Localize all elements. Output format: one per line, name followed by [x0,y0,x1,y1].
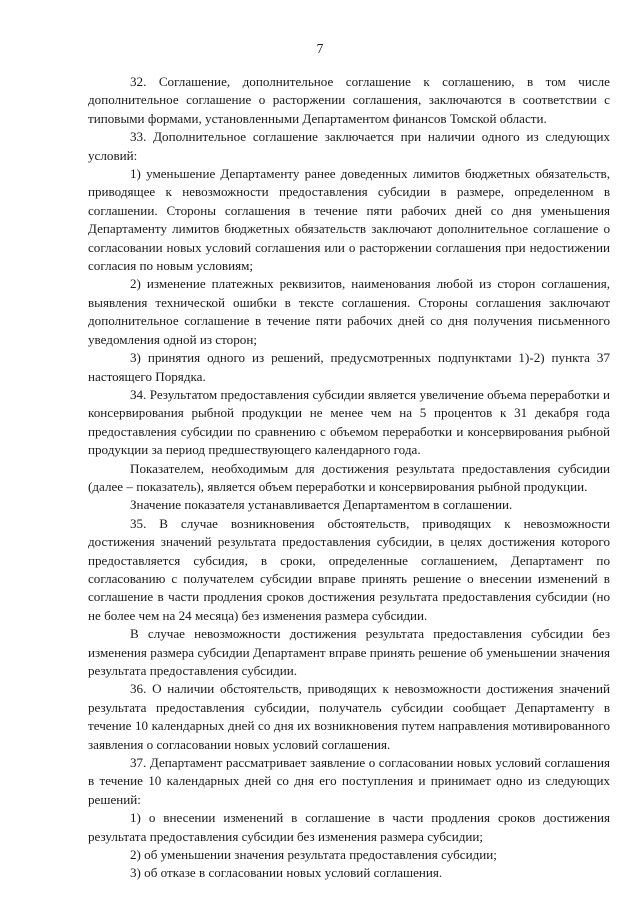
paragraph-33-item-3: 3) принятия одного из решений, предусмотренных подпунктами 1)-2) пункта 37 настоящего Порядка. [88,350,610,384]
paragraph-32: 32. Соглашение, дополнительное соглашение к соглашению, в том числе дополнительное соглашение о расторжении соглашения, заключаются в соответствии с типовыми формами, установленными Департаментом финансов Томской области. [88,74,610,126]
page-number: 7 [316,41,324,56]
paragraph-35-reduction: В случае невозможности достижения результата предоставления субсидии без изменения размера субсидии Департамент вправе принять решение об уменьшении значения результата предоставления субсидии. [88,626,610,678]
body-text [88,73,610,883]
paragraph-33: 33. Дополнительное соглашение заключается при наличии одного из следующих условий: [88,129,610,163]
paragraph-33-item-2: 2) изменение платежных реквизитов, наименования любой из сторон соглашения, выявления технической ошибки в тексте соглашения. Стороны соглашения заключают дополнительное соглашение в течение пяти рабочих дней со дня получения письменного уведомления одной из сторон; [88,276,610,347]
paragraph-35: 35. В случае возникновения обстоятельств, приводящих к невозможности достижения значений результата предоставления субсидии, в целях достижения которого предоставляется субсидия, в сроки, определенные соглашением, Департамент по согласованию с получателем субсидии вправе принять решение о внесении изменений в соглашение в части продления сроков достижения результата предоставления субсидии (но не более чем на 24 месяца) без изменения размера субсидии. [88,515,610,623]
paragraph-36: 36. О наличии обстоятельств, приводящих к невозможности достижения значений результата предоставления субсидии, получатель субсидии сообщает Департаменту в течение 10 календарных дней со дня их возникновения путем направления мотивированного заявления о согласовании новых условий соглашения. [88,681,610,752]
paragraph-34: 34. Результатом предоставления субсидии является увеличение объема переработки и консервирования рыбной продукции не менее чем на 5 процентов к 31 декабря года предоставления субсидии по сравнению с объемом переработки и консервирования рыбной продукции за период предшествующего календарного года. [88,386,610,458]
paragraph-37: 37. Департамент рассматривает заявление о согласовании новых условий соглашения в течение 10 календарных дней со дня его поступления и принимает одно из следующих решений: [88,755,610,807]
paragraph-33-item-1: 1) уменьшение Департаменту ранее доведенных лимитов бюджетных обязательств, приводящее к невозможности предоставления субсидии в размере, определенном в соглашении. Стороны соглашения в течение пяти рабочих дней со дня уменьшения Департаменту лимитов бюджетных обязательств заключают дополнительное соглашение о согласовании новых условий соглашения или о расторжении соглашения при недостижении согласия по новым условиям; [88,166,610,274]
paragraph-37-item-3: 3) об отказе в согласовании новых условий соглашения. [130,865,443,881]
paragraph-37-item-1: 1) о внесении изменений в соглашение в части продления сроков достижения результата предоставления субсидии без изменения размера субсидии; [88,810,610,844]
paragraph-37-item-2: 2) об уменьшении значения результата предоставления субсидии; [130,847,497,863]
paragraph-34-indicator: Показателем, необходимым для достижения результата предоставления субсидии (далее – показатель), является объем переработки и консервирования рыбной продукции. [88,460,610,494]
paragraph-34-indicator-value: Значение показателя устанавливается Департаментом в соглашении. [130,497,513,513]
